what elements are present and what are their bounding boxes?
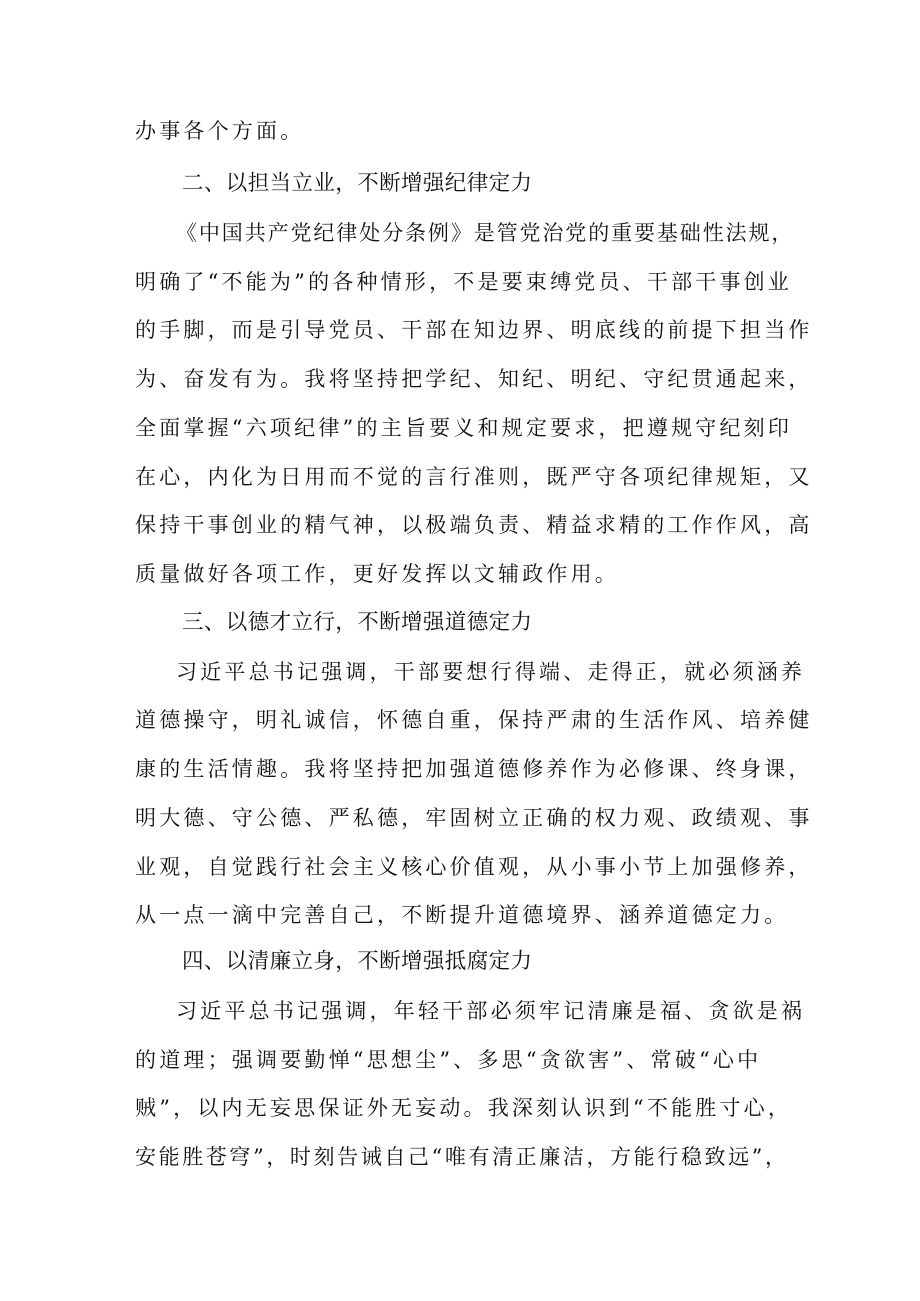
paragraph-line: 在心，内化为日用而不觉的言行准则，既严守各项纪律规矩，又 <box>135 465 813 489</box>
paragraph-line: 《中国共产党纪律处分条例》是管党治党的重要基础性法规， <box>176 221 795 245</box>
paragraph-line: 业观，自觉践行社会主义核心价值观，从小事小节上加强修养， <box>135 855 813 879</box>
paragraph-line: 从一点一滴中完善自己，不断提升道德境界、涵养道德定力。 <box>135 903 789 927</box>
paragraph-line: 明确了“不能为”的各种情形，不是要束缚党员、干部干事创业 <box>135 270 793 294</box>
paragraph-line: 安能胜苍穹”，时刻告诫自己“唯有清正廉洁，方能行稳致远”， <box>135 1145 789 1169</box>
paragraph-line: 全面掌握“六项纪律”的主旨要义和规定要求，把遵规守纪刻印 <box>135 416 793 440</box>
paragraph-line: 的手脚，而是引导党员、干部在知边界、明底线的前提下担当作 <box>135 318 813 342</box>
paragraph-line: 明大德、守公德、严私德，牢固树立正确的权力观、政绩观、事 <box>135 806 813 830</box>
paragraph-line: 质量做好各项工作，更好发挥以文辅政作用。 <box>135 562 619 586</box>
paragraph-line: 康的生活情趣。我将坚持把加强道德修养作为必修课、终身课， <box>135 757 813 781</box>
paragraph-line: 为、奋发有为。我将坚持把学纪、知纪、明纪、守纪贯通起来， <box>135 367 813 391</box>
paragraph-line: 习近平总书记强调，干部要想行得端、走得正，就必须涵养 <box>176 660 806 684</box>
paragraph-line: 道德操守，明礼诚信，怀德自重，保持严肃的生活作风、培养健 <box>135 708 813 732</box>
paragraph-line: 习近平总书记强调，年轻干部必须牢记清廉是福、贪欲是祸 <box>176 999 806 1023</box>
paragraph-line: 办事各个方面。 <box>135 119 305 143</box>
section-heading-3: 三、以德才立行，不断增强道德定力 <box>182 610 533 635</box>
section-heading-2: 二、以担当立业，不断增强纪律定力 <box>182 171 533 196</box>
paragraph-line: 的道理；强调要勤惮“思想尘”、多思“贪欲害”、常破“心中 <box>135 1048 762 1072</box>
paragraph-line: 保持干事创业的精气神，以极端负责、精益求精的工作作风，高 <box>135 513 813 537</box>
paragraph-line: 贼”，以内无妄思保证外无妄动。我深刻认识到“不能胜寸心， <box>135 1096 793 1120</box>
section-heading-4: 四、以清廉立身，不断增强抵腐定力 <box>182 949 533 974</box>
